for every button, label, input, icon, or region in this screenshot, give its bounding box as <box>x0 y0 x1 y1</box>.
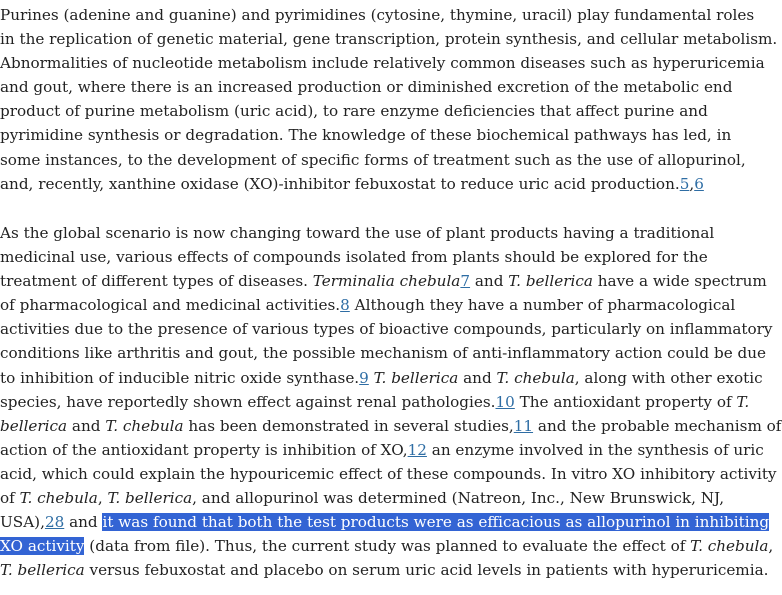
text-segment: USA), <box>0 513 45 532</box>
species-name: T. bellerica <box>373 368 459 387</box>
text-line <box>0 534 782 558</box>
species-name: T. chebula <box>690 537 769 556</box>
text-line <box>0 366 782 390</box>
text-line: Purines (adenine and guanine) and pyrimidines (cytosine, thymine, uracil) play fundamental roles <box>0 6 755 24</box>
text-segment: action of the antioxidant property is inhibition of XO, <box>0 440 408 459</box>
text-segment: , <box>768 537 774 556</box>
text-segment: of <box>0 489 20 508</box>
text-segment: treatment of different types of diseases. <box>0 272 313 291</box>
text-line <box>0 438 782 462</box>
species-name: Terminalia chebula <box>312 272 461 291</box>
text-line <box>0 172 782 196</box>
text-line: conditions like arthritis and gout, the possible mechanism of anti-inflammatory action could be due <box>0 344 766 363</box>
text-line: activities due to the presence of various types of bioactive compounds, particularly on inflammatory <box>0 320 773 339</box>
text-segment: and, recently, xanthine oxidase (XO)-inhibitor febuxostat to reduce uric acid production. <box>0 174 680 193</box>
species-name: T. chebula <box>19 489 98 508</box>
text-segment: versus febuxostat and placebo on serum uric acid levels in patients with hyperuricemia. <box>84 561 769 580</box>
reference-link-6[interactable]: 6 <box>694 174 704 193</box>
species-name: bellerica <box>0 416 68 435</box>
species-name: T. chebula <box>496 368 575 387</box>
selected-text[interactable]: it was found that both the test products were as efficacious as allopurinol in inhibiting <box>102 513 770 532</box>
reference-link-11[interactable]: 11 <box>513 416 534 435</box>
text-line: acid, which could explain the hypouricemic effect of these compounds. In vitro XO inhibitory activity <box>0 464 777 483</box>
text-segment: an enzyme involved in the synthesis of uric <box>426 440 764 459</box>
text-line <box>0 486 782 510</box>
text-segment: Although they have a number of pharmacological <box>349 296 736 315</box>
text-line: and gout, where there is an increased production or diminished excretion of the metabolic end <box>0 78 733 97</box>
text-segment: and <box>64 513 103 532</box>
text-line: some instances, to the development of specific forms of treatment such as the use of allopurinol, <box>0 150 746 169</box>
reference-link-7[interactable]: 7 <box>460 272 471 291</box>
reference-link-28[interactable]: 28 <box>44 513 65 532</box>
text-segment: and <box>458 368 497 387</box>
reference-link-5[interactable]: 5 <box>679 174 690 193</box>
text-line <box>0 390 782 414</box>
text-line: product of purine metabolism (uric acid), to rare enzyme deficiencies that affect purine and <box>0 102 708 121</box>
paragraph-purines <box>0 3 782 196</box>
text-line <box>0 558 782 582</box>
text-line: pyrimidine synthesis or degradation. The knowledge of these biochemical pathways has led, in <box>0 126 732 145</box>
text-segment: species, have reportedly shown effect against renal pathologies. <box>0 392 496 411</box>
text-line: medicinal use, various effects of compounds isolated from plants should be explored for the <box>0 248 708 267</box>
text-segment: (data from file). Thus, the current study was planned to evaluate the effect of <box>84 537 691 556</box>
species-name: T. chebula <box>105 416 184 435</box>
species-name: T. bellerica <box>0 561 85 580</box>
text-segment: has been demonstrated in several studies, <box>183 416 514 435</box>
text-line: in the replication of genetic material, gene transcription, protein synthesis, and cellular metabolism. <box>0 30 778 49</box>
reference-link-12[interactable]: 12 <box>407 440 427 459</box>
text-segment: , and allopurinol was determined (Natreon, Inc., New Brunswick, NJ, <box>192 489 725 508</box>
text-segment: and <box>470 272 509 291</box>
text-segment: of pharmacological and medicinal activities. <box>0 296 341 315</box>
text-segment: , <box>97 489 108 508</box>
text-line <box>0 293 782 317</box>
species-name: T. <box>736 392 750 411</box>
reference-link-8[interactable]: 8 <box>340 296 350 315</box>
text-line <box>0 269 782 293</box>
text-segment: and the probable mechanism of <box>533 416 782 435</box>
reference-link-10[interactable]: 10 <box>495 392 515 411</box>
text-segment: , <box>689 174 695 193</box>
text-line: Abnormalities of nucleotide metabolism include relatively common diseases such as hyperuricemia <box>0 54 765 73</box>
text-line <box>0 414 782 438</box>
selected-text[interactable]: XO activity <box>0 537 85 556</box>
species-name: T. bellerica <box>508 272 593 291</box>
text-line <box>0 510 782 534</box>
text-segment: have a wide spectrum <box>592 272 767 291</box>
text-segment: and <box>67 416 106 435</box>
reference-link-9[interactable]: 9 <box>359 368 369 387</box>
text-line: As the global scenario is now changing toward the use of plant products having a traditional <box>0 224 715 242</box>
text-segment: The antioxidant property of <box>514 392 737 411</box>
paragraph-plant-products <box>0 221 782 582</box>
species-name: T. bellerica <box>107 489 193 508</box>
text-segment: , along with other exotic <box>574 368 763 387</box>
text-segment: to inhibition of inducible nitric oxide synthase. <box>0 368 360 387</box>
